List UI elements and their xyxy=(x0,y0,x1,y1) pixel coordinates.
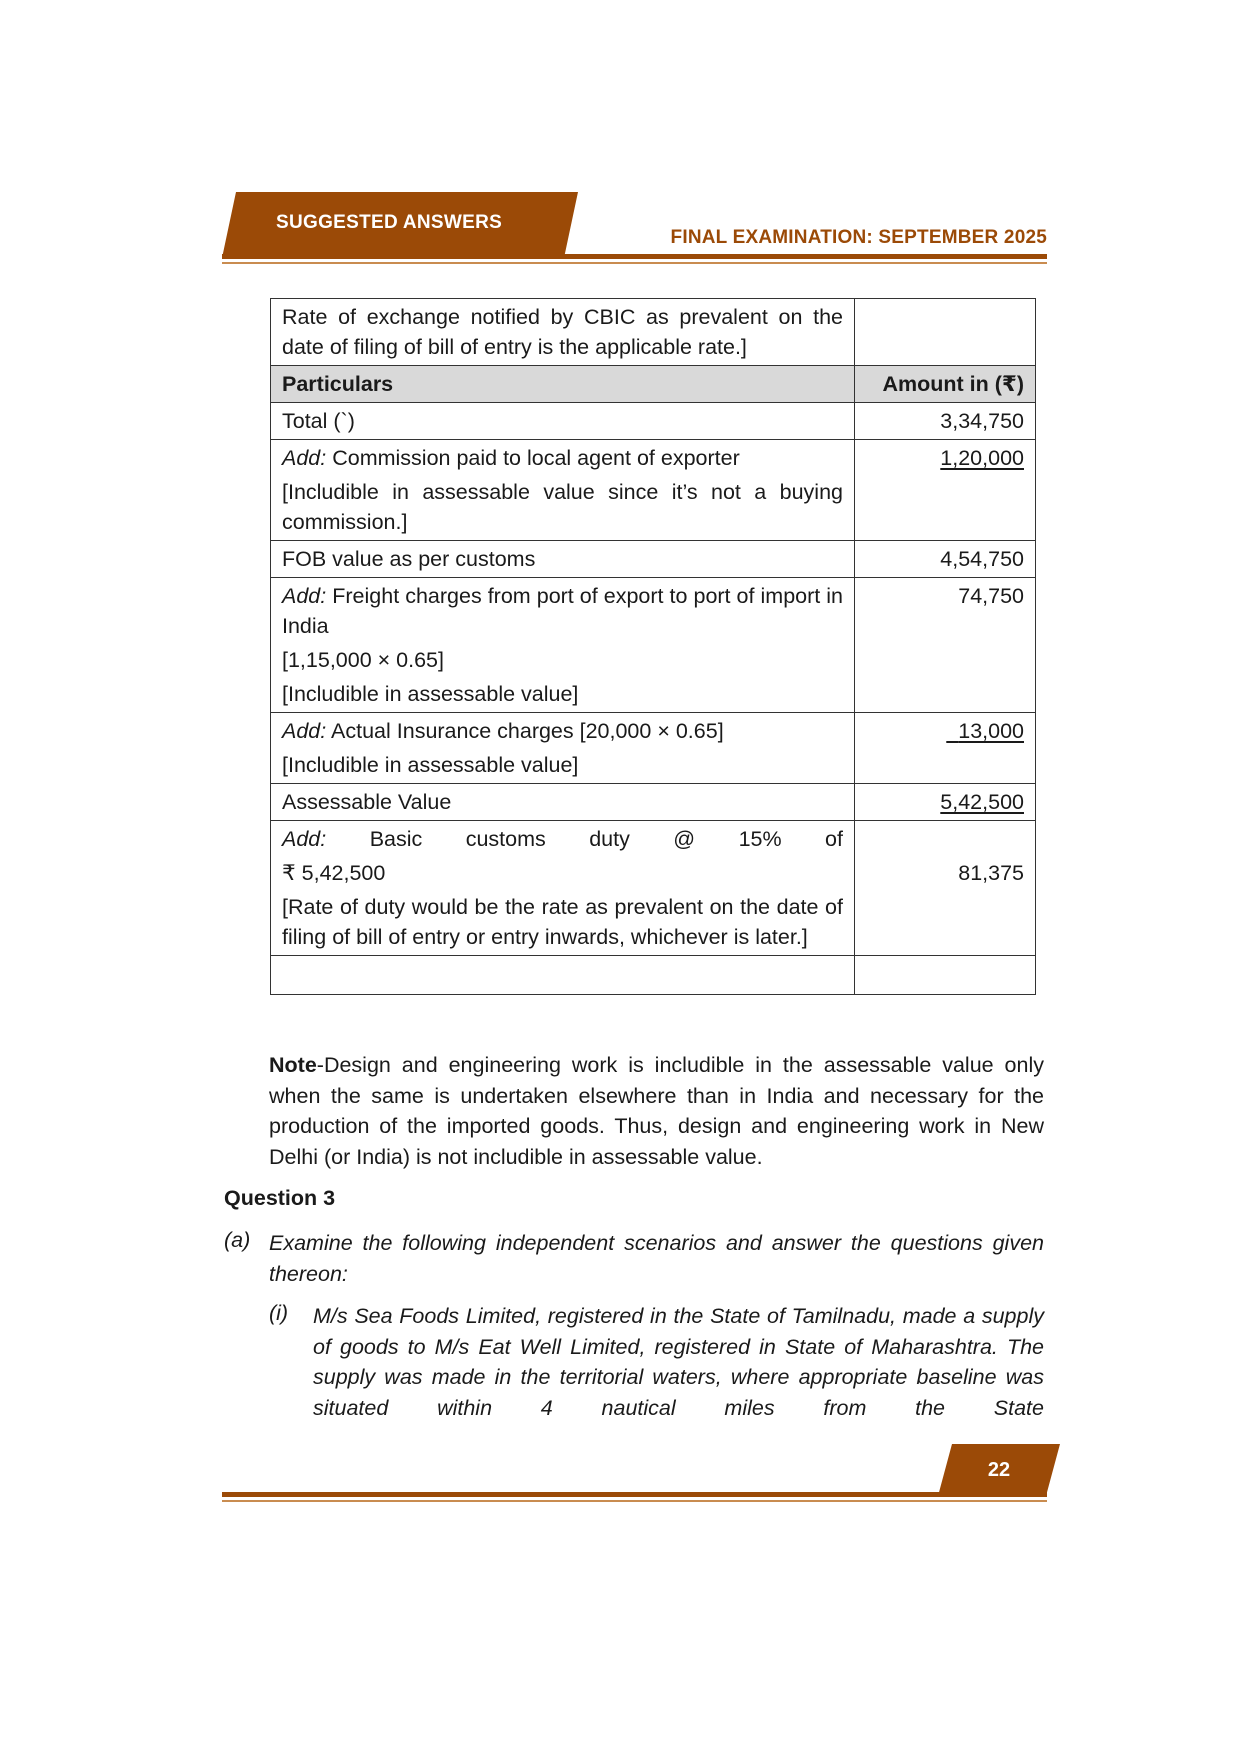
row-note: [Rate of duty would be the rate as prevalent on the date of filing of bill of entry or entry inwards, whichever is later.] xyxy=(282,895,843,949)
row-amount: 3,34,750 xyxy=(855,403,1036,440)
header-left-title: SUGGESTED ANSWERS xyxy=(276,212,503,233)
page-number: 22 xyxy=(987,1459,1011,1481)
add-label: Add: xyxy=(282,584,327,608)
intro-amount-cell xyxy=(855,299,1036,366)
table-row xyxy=(271,578,1036,713)
table-row xyxy=(271,440,1036,541)
valuation-table xyxy=(270,298,1036,995)
row-particulars xyxy=(271,821,855,956)
table-row xyxy=(271,403,1036,440)
row-note: [Includible in assessable value since it’s not a buying commission.] xyxy=(282,480,843,534)
row-amount: 4,54,750 xyxy=(855,541,1036,578)
empty-amount-cell xyxy=(855,956,1036,995)
row-note: [Includible in assessable value] xyxy=(282,753,579,777)
table-row xyxy=(271,541,1036,578)
header-rule-thin xyxy=(222,262,1047,264)
table-row xyxy=(271,784,1036,821)
row-amount: 1,20,000 xyxy=(855,440,1036,541)
row-amount: 74,750 xyxy=(855,578,1036,713)
header-particulars: Particulars xyxy=(271,366,855,403)
row-particulars xyxy=(271,541,855,578)
note-text: -Design and engineering work is includible in the assessable value only when the same is undertaken elsewhere than in India and necessary for the production of the imported goods. Thus, design and engineering work in New Delhi (or India) is not includible in assessable value. xyxy=(269,1053,1044,1169)
add-label: Add: xyxy=(282,446,327,470)
row-calc: [1,15,000 × 0.65] xyxy=(282,648,444,672)
footer-rule xyxy=(222,1492,1047,1497)
row-amount: 13,000 xyxy=(855,713,1036,784)
table-header-row xyxy=(271,366,1036,403)
question-part-i-text: M/s Sea Foods Limited, registered in the State of Tamilnadu, made a supply of goods to M/s Eat Well Limited, registered in State of Maharashtra. The supply was made in the territorial waters, where appropriate baseline was situated within 4 nautical miles from the State xyxy=(313,1304,1044,1420)
note-paragraph xyxy=(269,1050,1044,1172)
row-text: Add: Basic customs duty @ 15% of xyxy=(282,827,843,851)
row-particulars xyxy=(271,578,855,713)
empty-cell xyxy=(271,956,855,995)
question-title: Question 3 xyxy=(224,1186,336,1210)
row-text-cont: ₹ 5,42,500 xyxy=(282,861,386,885)
table-row-empty xyxy=(271,956,1036,995)
row-particulars xyxy=(271,713,855,784)
header-right-title: FINAL EXAMINATION: SEPTEMBER 2025 xyxy=(670,227,1047,248)
table-row xyxy=(271,713,1036,784)
row-particulars xyxy=(271,403,855,440)
table-row-intro xyxy=(271,299,1036,366)
header-amount: Amount in (₹) xyxy=(855,366,1036,403)
row-text: Assessable Value xyxy=(282,790,452,814)
row-amount: 81,375 xyxy=(855,821,1036,956)
question-part-i-label: (i) xyxy=(269,1301,289,1325)
row-text: Add: Commission paid to local agent of exporter xyxy=(282,446,740,470)
footer-rule-thin xyxy=(222,1500,1047,1502)
row-note: [Includible in assessable value] xyxy=(282,682,579,706)
add-label: Add: xyxy=(282,827,327,851)
row-text: Total (`) xyxy=(282,409,355,433)
intro-cell: Rate of exchange notified by CBIC as prevalent on the date of filing of bill of entry is the applicable rate.] xyxy=(271,299,855,366)
question-part-a-label: (a) xyxy=(224,1228,251,1252)
row-text: Add: Actual Insurance charges [20,000 × 0.65] xyxy=(282,719,724,743)
note-label: Note xyxy=(269,1053,317,1077)
row-amount: 5,42,500 xyxy=(855,784,1036,821)
add-label: Add: xyxy=(282,719,327,743)
question-part-a-text: Examine the following independent scenarios and answer the questions given thereon: xyxy=(269,1231,1044,1286)
row-text: Add: Freight charges from port of export to port of import in India xyxy=(282,584,843,638)
row-text: FOB value as per customs xyxy=(282,547,536,571)
row-particulars xyxy=(271,440,855,541)
row-particulars xyxy=(271,784,855,821)
header-rule xyxy=(222,254,1047,259)
table-row xyxy=(271,821,1036,956)
